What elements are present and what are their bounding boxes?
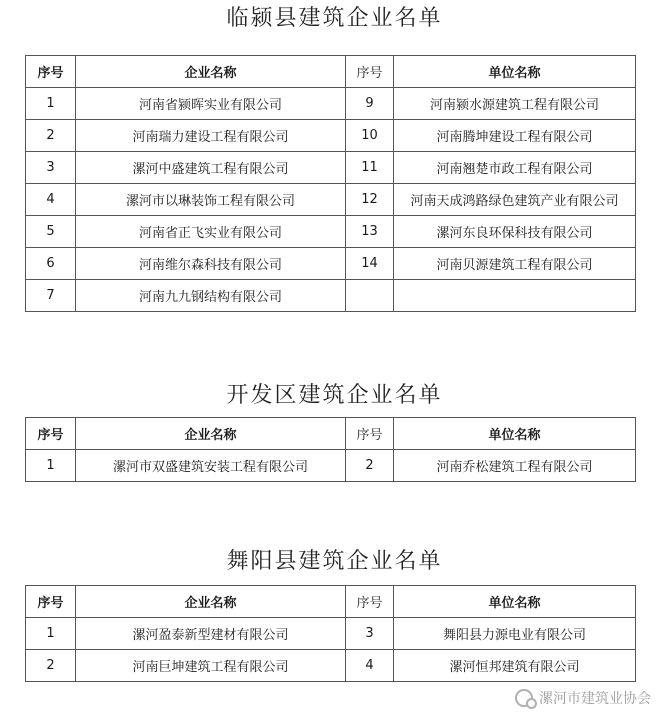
section-title: 舞阳县建筑企业名单 (226, 549, 443, 574)
row-unit-name: 河南颍水源建筑工程有限公司 (394, 88, 636, 120)
table-row (26, 280, 636, 312)
table-row (26, 120, 636, 152)
table-row (26, 450, 636, 482)
section-development-zone (0, 381, 669, 491)
header-seq: 序号 (346, 586, 394, 618)
table-header-row (26, 56, 636, 88)
table-row (26, 216, 636, 248)
row-seq: 6 (26, 248, 76, 280)
row-unit-name: 舞阳县力源电业有限公司 (394, 618, 636, 650)
section-title: 临颍县建筑企业名单 (226, 6, 443, 31)
table-header-row (26, 418, 636, 450)
row-unit-name (394, 280, 636, 312)
row-unit-name: 河南天成鸿路绿色建筑产业有限公司 (394, 184, 636, 216)
row-seq: 1 (26, 618, 76, 650)
row-seq (346, 280, 394, 312)
header-seq: 序号 (346, 56, 394, 88)
row-unit-name: 漯河恒邦建筑有限公司 (394, 650, 636, 682)
row-seq: 14 (346, 248, 394, 280)
company-table (25, 585, 636, 682)
header-unit: 单位名称 (394, 56, 636, 88)
header-unit: 单位名称 (394, 418, 636, 450)
row-company-name: 河南瑞力建设工程有限公司 (76, 120, 346, 152)
row-company-name: 河南省正飞实业有限公司 (76, 216, 346, 248)
row-company-name: 漯河市双盛建筑安装工程有限公司 (76, 450, 346, 482)
watermark (515, 688, 651, 708)
row-company-name: 漯河中盛建筑工程有限公司 (76, 152, 346, 184)
row-company-name: 河南省颍晖实业有限公司 (76, 88, 346, 120)
row-unit-name: 河南乔松建筑工程有限公司 (394, 450, 636, 482)
company-table (25, 55, 636, 312)
row-seq: 1 (26, 450, 76, 482)
header-seq: 序号 (26, 56, 76, 88)
watermark-text: 漯河市建筑业协会 (539, 691, 651, 707)
header-company: 企业名称 (76, 586, 346, 618)
row-seq: 3 (346, 618, 394, 650)
row-seq: 2 (26, 650, 76, 682)
row-seq: 3 (26, 152, 76, 184)
header-company: 企业名称 (76, 56, 346, 88)
table-row (26, 88, 636, 120)
table-body (26, 450, 636, 482)
header-seq: 序号 (26, 418, 76, 450)
row-seq: 2 (26, 120, 76, 152)
table-header-row (26, 586, 636, 618)
row-company-name: 漯河盈泰新型建材有限公司 (76, 618, 346, 650)
row-seq: 9 (346, 88, 394, 120)
row-unit-name: 漯河东良环保科技有限公司 (394, 216, 636, 248)
table-body (26, 88, 636, 312)
row-company-name: 漯河市以琳装饰工程有限公司 (76, 184, 346, 216)
section-wuyang (0, 547, 669, 687)
section-title: 开发区建筑企业名单 (226, 383, 443, 408)
section-linying (0, 4, 669, 324)
row-company-name: 河南维尔森科技有限公司 (76, 248, 346, 280)
header-seq: 序号 (26, 586, 76, 618)
row-unit-name: 河南腾坤建设工程有限公司 (394, 120, 636, 152)
row-seq: 13 (346, 216, 394, 248)
row-seq: 1 (26, 88, 76, 120)
row-seq: 7 (26, 280, 76, 312)
wechat-icon (515, 689, 533, 707)
row-seq: 12 (346, 184, 394, 216)
table-body (26, 618, 636, 682)
row-seq: 4 (346, 650, 394, 682)
row-company-name: 河南巨坤建筑工程有限公司 (76, 650, 346, 682)
row-seq: 4 (26, 184, 76, 216)
table-row (26, 248, 636, 280)
header-unit: 单位名称 (394, 586, 636, 618)
company-table (25, 417, 636, 482)
table-row (26, 184, 636, 216)
row-unit-name: 河南翘楚市政工程有限公司 (394, 152, 636, 184)
row-seq: 5 (26, 216, 76, 248)
table-row (26, 650, 636, 682)
table-row (26, 152, 636, 184)
header-company: 企业名称 (76, 418, 346, 450)
row-company-name: 河南九九钢结构有限公司 (76, 280, 346, 312)
row-seq: 2 (346, 450, 394, 482)
row-unit-name: 河南贝源建筑工程有限公司 (394, 248, 636, 280)
table-row (26, 618, 636, 650)
header-seq: 序号 (346, 418, 394, 450)
row-seq: 11 (346, 152, 394, 184)
row-seq: 10 (346, 120, 394, 152)
